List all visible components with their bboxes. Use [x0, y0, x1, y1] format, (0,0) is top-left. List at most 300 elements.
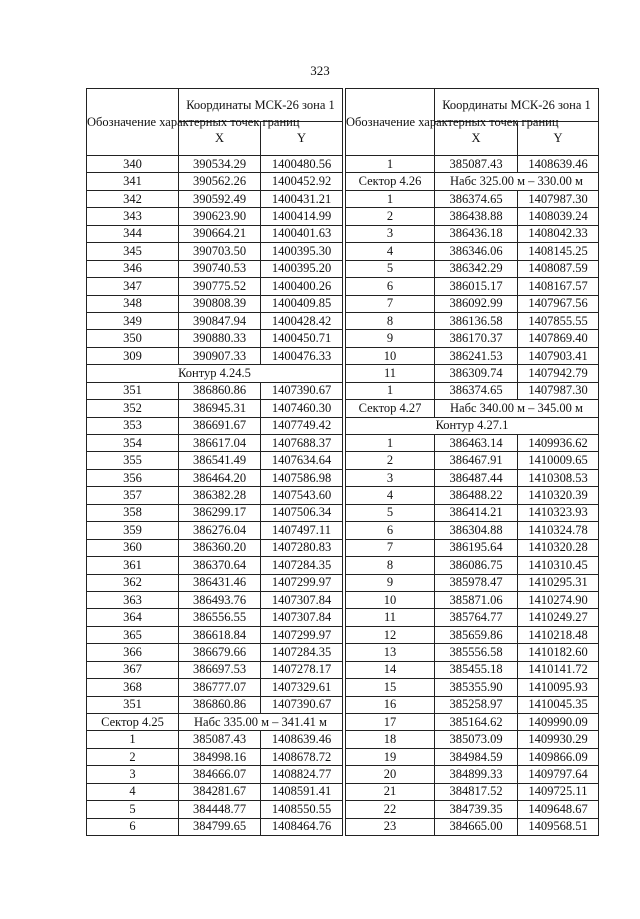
x-coordinate-cell: 384448.77 [179, 801, 261, 818]
x-coordinate-cell: 386374.65 [435, 382, 518, 399]
table-row [87, 626, 343, 643]
table-row [87, 173, 343, 190]
y-coordinate-cell: 1407869.40 [518, 330, 599, 347]
x-coordinate-cell: 386092.99 [435, 295, 518, 312]
x-coordinate-cell: 386541.49 [179, 452, 261, 469]
x-coordinate-cell: 385073.09 [435, 731, 518, 748]
table-row [87, 696, 343, 713]
y-coordinate-cell: 1400450.71 [261, 330, 343, 347]
x-coordinate-cell: 390740.53 [179, 260, 261, 277]
header-coords-label: Координаты МСК-26 зона 1 [179, 89, 343, 122]
header-y: Y [518, 121, 599, 155]
x-coordinate-cell: 386556.55 [179, 609, 261, 626]
point-label-cell: 351 [87, 696, 179, 713]
y-coordinate-cell: 1400414.99 [261, 208, 343, 225]
x-coordinate-cell: 386618.84 [179, 626, 261, 643]
table-row [87, 225, 343, 242]
point-label-cell: 347 [87, 278, 179, 295]
y-coordinate-cell: 1407284.35 [261, 557, 343, 574]
table-row [346, 714, 599, 731]
table-row [87, 330, 343, 347]
point-label-cell: 368 [87, 679, 179, 696]
section-row [346, 417, 599, 434]
y-coordinate-cell: 1407299.97 [261, 626, 343, 643]
x-coordinate-cell: 386370.64 [179, 557, 261, 574]
table-row [87, 731, 343, 748]
x-coordinate-cell: 386346.06 [435, 243, 518, 260]
y-coordinate-cell: 1407460.30 [261, 400, 343, 417]
table-row [346, 522, 599, 539]
y-coordinate-cell: 1407749.42 [261, 417, 343, 434]
point-label-cell: 340 [87, 156, 179, 173]
y-coordinate-cell: 1407506.34 [261, 504, 343, 521]
point-label-cell: 17 [346, 714, 435, 731]
y-coordinate-cell: 1410009.65 [518, 452, 599, 469]
x-coordinate-cell: 386360.20 [179, 539, 261, 556]
y-coordinate-cell: 1410320.39 [518, 487, 599, 504]
x-coordinate-cell: 384739.35 [435, 801, 518, 818]
table-row [87, 679, 343, 696]
x-coordinate-cell: 386463.14 [435, 435, 518, 452]
y-coordinate-cell: 1410274.90 [518, 591, 599, 608]
table-row [346, 766, 599, 783]
x-coordinate-cell: 386195.64 [435, 539, 518, 556]
point-label-cell: 15 [346, 679, 435, 696]
y-coordinate-cell: 1400480.56 [261, 156, 343, 173]
header-x: X [435, 121, 518, 155]
y-coordinate-cell: 1407634.64 [261, 452, 343, 469]
x-coordinate-cell: 386136.58 [435, 312, 518, 329]
x-coordinate-cell: 386299.17 [179, 504, 261, 521]
x-coordinate-cell: 386617.04 [179, 435, 261, 452]
coordinates-table-left [86, 88, 343, 836]
x-coordinate-cell: 384666.07 [179, 766, 261, 783]
y-coordinate-cell: 1410324.78 [518, 522, 599, 539]
x-coordinate-cell: 390562.26 [179, 173, 261, 190]
table-row [346, 452, 599, 469]
table-row [87, 661, 343, 678]
point-label-cell: 13 [346, 644, 435, 661]
x-coordinate-cell: 386374.65 [435, 190, 518, 207]
y-coordinate-cell: 1409866.09 [518, 748, 599, 765]
table-row [346, 748, 599, 765]
point-label-cell: 21 [346, 783, 435, 800]
point-label-cell: 350 [87, 330, 179, 347]
point-label-cell: 342 [87, 190, 179, 207]
table-body-left [87, 156, 343, 836]
point-label-cell: 2 [346, 452, 435, 469]
table-row [346, 609, 599, 626]
y-coordinate-cell: 1410323.93 [518, 504, 599, 521]
point-label-cell: 343 [87, 208, 179, 225]
x-coordinate-cell: 390808.39 [179, 295, 261, 312]
y-coordinate-cell: 1409725.11 [518, 783, 599, 800]
y-coordinate-cell: 1410249.27 [518, 609, 599, 626]
y-coordinate-cell: 1407284.35 [261, 644, 343, 661]
table-row [87, 417, 343, 434]
x-coordinate-cell: 390592.49 [179, 190, 261, 207]
x-coordinate-cell: 386276.04 [179, 522, 261, 539]
point-label-cell: 6 [87, 818, 179, 835]
x-coordinate-cell: 385764.77 [435, 609, 518, 626]
x-coordinate-cell: 386691.67 [179, 417, 261, 434]
table-row [346, 208, 599, 225]
x-coordinate-cell: 385455.18 [435, 661, 518, 678]
point-label-cell: 19 [346, 748, 435, 765]
x-coordinate-cell: 386467.91 [435, 452, 518, 469]
y-coordinate-cell: 1407586.98 [261, 469, 343, 486]
x-coordinate-cell: 390847.94 [179, 312, 261, 329]
section-range-cell: Набс 340.00 м – 345.00 м [435, 400, 599, 417]
point-label-cell: 3 [346, 469, 435, 486]
table-row [346, 330, 599, 347]
table-row [346, 435, 599, 452]
x-coordinate-cell: 386382.28 [179, 487, 261, 504]
x-coordinate-cell: 385087.43 [179, 731, 261, 748]
point-label-cell: 11 [346, 365, 435, 382]
point-label-cell: 349 [87, 312, 179, 329]
section-label-cell: Сектор 4.26 [346, 173, 435, 190]
point-label-cell: 16 [346, 696, 435, 713]
section-label-cell: Сектор 4.27 [346, 400, 435, 417]
point-label-cell: 345 [87, 243, 179, 260]
section-range-cell: Набс 325.00 м – 330.00 м [435, 173, 599, 190]
y-coordinate-cell: 1407307.84 [261, 609, 343, 626]
table-row [346, 731, 599, 748]
point-label-cell: 20 [346, 766, 435, 783]
table-row [346, 243, 599, 260]
y-coordinate-cell: 1409936.62 [518, 435, 599, 452]
x-coordinate-cell: 384998.16 [179, 748, 261, 765]
table-row [346, 679, 599, 696]
table-row [346, 626, 599, 643]
point-label-cell: 1 [346, 382, 435, 399]
point-label-cell: 3 [346, 225, 435, 242]
table-row [87, 190, 343, 207]
point-label-cell: 366 [87, 644, 179, 661]
y-coordinate-cell: 1400401.63 [261, 225, 343, 242]
y-coordinate-cell: 1408145.25 [518, 243, 599, 260]
x-coordinate-cell: 386438.88 [435, 208, 518, 225]
x-coordinate-cell: 385164.62 [435, 714, 518, 731]
header-y: Y [261, 121, 343, 155]
y-coordinate-cell: 1407987.30 [518, 190, 599, 207]
table-row [346, 591, 599, 608]
point-label-cell: 362 [87, 574, 179, 591]
y-coordinate-cell: 1408639.46 [261, 731, 343, 748]
contour-label-cell: Контур 4.24.5 [87, 365, 343, 382]
table-row [346, 347, 599, 364]
y-coordinate-cell: 1410182.60 [518, 644, 599, 661]
table-row [346, 225, 599, 242]
table-row [87, 504, 343, 521]
point-label-cell: 14 [346, 661, 435, 678]
table-row [87, 452, 343, 469]
table-row [87, 469, 343, 486]
point-label-cell: 10 [346, 347, 435, 364]
point-label-cell: 9 [346, 574, 435, 591]
y-coordinate-cell: 1407967.56 [518, 295, 599, 312]
section-row [346, 400, 599, 417]
point-label-cell: 18 [346, 731, 435, 748]
y-coordinate-cell: 1407329.61 [261, 679, 343, 696]
table-row [87, 156, 343, 173]
section-range-cell: Набс 335.00 м – 341.41 м [179, 714, 343, 731]
page-number: 323 [310, 63, 330, 78]
x-coordinate-cell: 386697.53 [179, 661, 261, 678]
table-row [87, 818, 343, 835]
table-row [87, 295, 343, 312]
x-coordinate-cell: 386679.66 [179, 644, 261, 661]
table-row [346, 156, 599, 173]
coordinates-table-right [345, 88, 599, 836]
y-coordinate-cell: 1410320.28 [518, 539, 599, 556]
point-label-cell: 359 [87, 522, 179, 539]
point-label-cell: 6 [346, 278, 435, 295]
x-coordinate-cell: 384899.33 [435, 766, 518, 783]
table-row [346, 557, 599, 574]
x-coordinate-cell: 385355.90 [435, 679, 518, 696]
table-row [87, 347, 343, 364]
x-coordinate-cell: 386170.37 [435, 330, 518, 347]
y-coordinate-cell: 1400395.30 [261, 243, 343, 260]
section-row [87, 365, 343, 382]
table-row [346, 312, 599, 329]
x-coordinate-cell: 384799.65 [179, 818, 261, 835]
table-row [87, 243, 343, 260]
table-row [87, 591, 343, 608]
point-label-cell: 6 [346, 522, 435, 539]
x-coordinate-cell: 386015.17 [435, 278, 518, 295]
y-coordinate-cell: 1410310.45 [518, 557, 599, 574]
x-coordinate-cell: 386860.86 [179, 382, 261, 399]
x-coordinate-cell: 385978.47 [435, 574, 518, 591]
x-coordinate-cell: 384281.67 [179, 783, 261, 800]
point-label-cell: 363 [87, 591, 179, 608]
table-row [346, 644, 599, 661]
y-coordinate-cell: 1409990.09 [518, 714, 599, 731]
table-row [87, 748, 343, 765]
section-row [87, 714, 343, 731]
table-row [87, 260, 343, 277]
table-body-right [346, 156, 599, 836]
table-row [87, 382, 343, 399]
point-label-cell: 360 [87, 539, 179, 556]
header-point-label: Обозначение характерных точек границ [87, 89, 179, 156]
table-row [346, 190, 599, 207]
y-coordinate-cell: 1407855.55 [518, 312, 599, 329]
header-x: X [179, 121, 261, 155]
y-coordinate-cell: 1407299.97 [261, 574, 343, 591]
table-row [87, 208, 343, 225]
table-row [87, 487, 343, 504]
y-coordinate-cell: 1400476.33 [261, 347, 343, 364]
point-label-cell: 351 [87, 382, 179, 399]
x-coordinate-cell: 390703.50 [179, 243, 261, 260]
point-label-cell: 352 [87, 400, 179, 417]
header-coords-label: Координаты МСК-26 зона 1 [435, 89, 599, 122]
y-coordinate-cell: 1407903.41 [518, 347, 599, 364]
x-coordinate-cell: 384984.59 [435, 748, 518, 765]
y-coordinate-cell: 1410141.72 [518, 661, 599, 678]
y-coordinate-cell: 1400452.92 [261, 173, 343, 190]
table-row [87, 539, 343, 556]
point-label-cell: 23 [346, 818, 435, 835]
x-coordinate-cell: 386493.76 [179, 591, 261, 608]
x-coordinate-cell: 390623.90 [179, 208, 261, 225]
table-row [87, 557, 343, 574]
x-coordinate-cell: 386777.07 [179, 679, 261, 696]
table-row [346, 365, 599, 382]
y-coordinate-cell: 1400428.42 [261, 312, 343, 329]
y-coordinate-cell: 1407390.67 [261, 696, 343, 713]
point-label-cell: 344 [87, 225, 179, 242]
table-row [346, 469, 599, 486]
x-coordinate-cell: 386436.18 [435, 225, 518, 242]
table-row [346, 661, 599, 678]
table-row [87, 435, 343, 452]
table-row [346, 382, 599, 399]
y-coordinate-cell: 1408167.57 [518, 278, 599, 295]
y-coordinate-cell: 1407688.37 [261, 435, 343, 452]
point-label-cell: 7 [346, 295, 435, 312]
point-label-cell: 361 [87, 557, 179, 574]
y-coordinate-cell: 1408591.41 [261, 783, 343, 800]
point-label-cell: 309 [87, 347, 179, 364]
table-row [346, 260, 599, 277]
y-coordinate-cell: 1407307.84 [261, 591, 343, 608]
point-label-cell: 365 [87, 626, 179, 643]
point-label-cell: 4 [346, 243, 435, 260]
table-row [87, 609, 343, 626]
point-label-cell: 348 [87, 295, 179, 312]
y-coordinate-cell: 1410095.93 [518, 679, 599, 696]
y-coordinate-cell: 1400400.26 [261, 278, 343, 295]
table-row [87, 783, 343, 800]
point-label-cell: 8 [346, 312, 435, 329]
y-coordinate-cell: 1409648.67 [518, 801, 599, 818]
point-label-cell: 354 [87, 435, 179, 452]
section-label-cell: Сектор 4.25 [87, 714, 179, 731]
x-coordinate-cell: 384817.52 [435, 783, 518, 800]
point-label-cell: 355 [87, 452, 179, 469]
y-coordinate-cell: 1408464.76 [261, 818, 343, 835]
y-coordinate-cell: 1409797.64 [518, 766, 599, 783]
point-label-cell: 364 [87, 609, 179, 626]
table-row [346, 539, 599, 556]
x-coordinate-cell: 386860.86 [179, 696, 261, 713]
point-label-cell: 1 [346, 435, 435, 452]
x-coordinate-cell: 384665.00 [435, 818, 518, 835]
point-label-cell: 1 [346, 156, 435, 173]
table-row [346, 295, 599, 312]
x-coordinate-cell: 386488.22 [435, 487, 518, 504]
y-coordinate-cell: 1409568.51 [518, 818, 599, 835]
point-label-cell: 2 [87, 748, 179, 765]
table-row [87, 766, 343, 783]
y-coordinate-cell: 1407543.60 [261, 487, 343, 504]
point-label-cell: 2 [346, 208, 435, 225]
x-coordinate-cell: 390534.29 [179, 156, 261, 173]
table-row [346, 783, 599, 800]
y-coordinate-cell: 1408824.77 [261, 766, 343, 783]
y-coordinate-cell: 1407278.17 [261, 661, 343, 678]
y-coordinate-cell: 1400409.85 [261, 295, 343, 312]
y-coordinate-cell: 1410308.53 [518, 469, 599, 486]
point-label-cell: 4 [87, 783, 179, 800]
point-label-cell: 8 [346, 557, 435, 574]
table-row [346, 818, 599, 835]
point-label-cell: 1 [346, 190, 435, 207]
point-label-cell: 22 [346, 801, 435, 818]
point-label-cell: 3 [87, 766, 179, 783]
table-row [87, 644, 343, 661]
x-coordinate-cell: 385871.06 [435, 591, 518, 608]
x-coordinate-cell: 385258.97 [435, 696, 518, 713]
point-label-cell: 357 [87, 487, 179, 504]
x-coordinate-cell: 386414.21 [435, 504, 518, 521]
point-label-cell: 4 [346, 487, 435, 504]
y-coordinate-cell: 1408639.46 [518, 156, 599, 173]
x-coordinate-cell: 386241.53 [435, 347, 518, 364]
x-coordinate-cell: 390775.52 [179, 278, 261, 295]
y-coordinate-cell: 1410295.31 [518, 574, 599, 591]
x-coordinate-cell: 386431.46 [179, 574, 261, 591]
point-label-cell: 356 [87, 469, 179, 486]
point-label-cell: 11 [346, 609, 435, 626]
point-label-cell: 367 [87, 661, 179, 678]
table-row [87, 312, 343, 329]
point-label-cell: 358 [87, 504, 179, 521]
point-label-cell: 5 [346, 504, 435, 521]
table-row [87, 278, 343, 295]
x-coordinate-cell: 386945.31 [179, 400, 261, 417]
x-coordinate-cell: 386309.74 [435, 365, 518, 382]
x-coordinate-cell: 390664.21 [179, 225, 261, 242]
x-coordinate-cell: 385087.43 [435, 156, 518, 173]
table-row [87, 400, 343, 417]
x-coordinate-cell: 390880.33 [179, 330, 261, 347]
table-row [346, 487, 599, 504]
x-coordinate-cell: 390907.33 [179, 347, 261, 364]
table-row [346, 278, 599, 295]
y-coordinate-cell: 1408042.33 [518, 225, 599, 242]
y-coordinate-cell: 1408039.24 [518, 208, 599, 225]
x-coordinate-cell: 386086.75 [435, 557, 518, 574]
point-label-cell: 12 [346, 626, 435, 643]
y-coordinate-cell: 1408087.59 [518, 260, 599, 277]
table-row [346, 504, 599, 521]
section-row [346, 173, 599, 190]
x-coordinate-cell: 386464.20 [179, 469, 261, 486]
point-label-cell: 353 [87, 417, 179, 434]
table-row [346, 801, 599, 818]
contour-label-cell: Контур 4.27.1 [346, 417, 599, 434]
y-coordinate-cell: 1407390.67 [261, 382, 343, 399]
y-coordinate-cell: 1408678.72 [261, 748, 343, 765]
y-coordinate-cell: 1407987.30 [518, 382, 599, 399]
table-row [87, 801, 343, 818]
table-row [346, 574, 599, 591]
y-coordinate-cell: 1410218.48 [518, 626, 599, 643]
y-coordinate-cell: 1408550.55 [261, 801, 343, 818]
y-coordinate-cell: 1407280.83 [261, 539, 343, 556]
table-row [87, 522, 343, 539]
y-coordinate-cell: 1400431.21 [261, 190, 343, 207]
y-coordinate-cell: 1410045.35 [518, 696, 599, 713]
x-coordinate-cell: 386342.29 [435, 260, 518, 277]
y-coordinate-cell: 1407497.11 [261, 522, 343, 539]
